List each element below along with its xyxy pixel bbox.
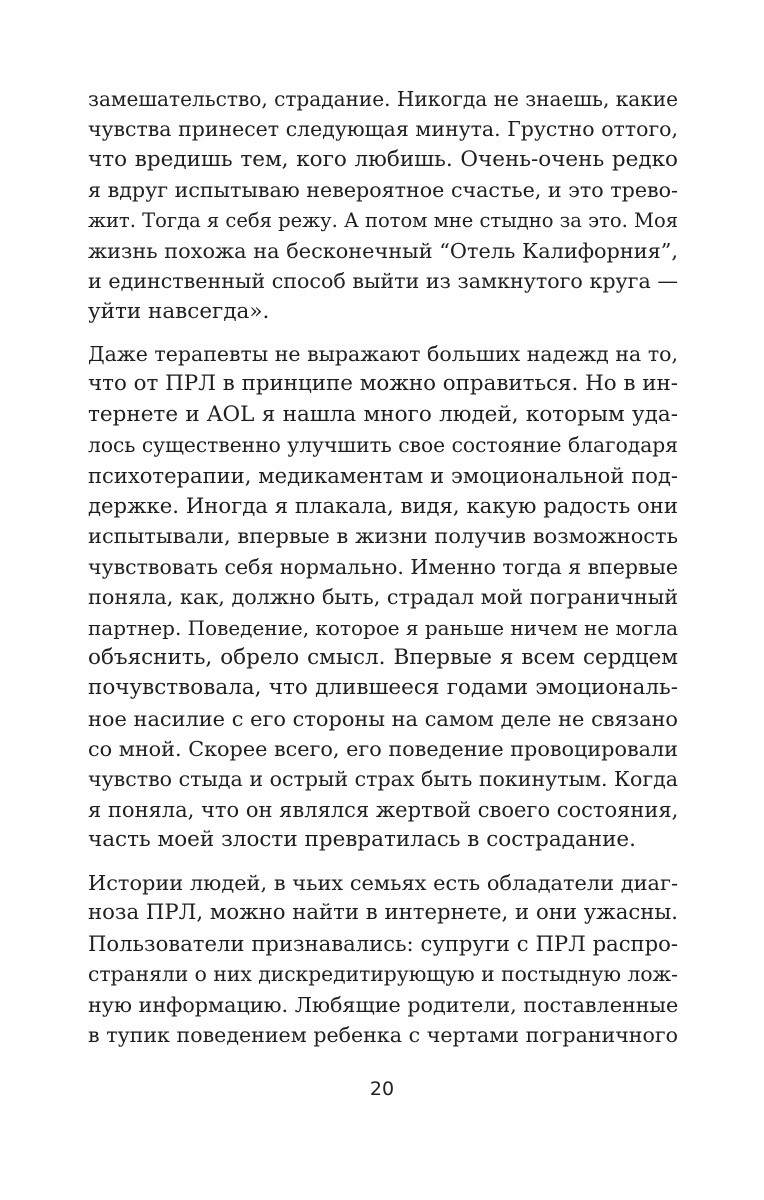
text-line: психотерапии, медикаментам и эмоциональной под-	[88, 462, 678, 488]
text-line: чувства принесет следующая минута. Грустно оттого,	[88, 117, 678, 142]
text-line: жизнь похожа на бесконечный “Отель Калифорния”,	[88, 238, 678, 263]
paragraph-1	[88, 84, 678, 327]
text-line: Даже терапевты не выражают больших надежд на то,	[88, 342, 678, 366]
text-line: Истории людей, в чьих семьях есть обладатели диаг-	[88, 871, 678, 895]
text-line: часть моей злости превратилась в сострадание.	[88, 827, 636, 853]
text-line: и единственный способ выйти из замкнутого круга —	[88, 269, 678, 294]
text-line: замешательство, страдание. Никогда не знаешь, какие	[88, 87, 678, 111]
paragraph-2	[88, 339, 678, 856]
text-line: поняла, как, должно быть, страдал мой пограничный	[88, 585, 679, 610]
text-line: тернете и AOL я нашла много людей, которым уда-	[88, 401, 678, 427]
text-line: лось существенно улучшить свое состояние благодаря	[88, 433, 678, 458]
text-line: чувствовать себя нормально. Именно тогда я впервые	[88, 554, 678, 579]
text-line: я вдруг испытываю невероятное счастье, и это трево-	[88, 178, 678, 203]
text-line: испытывали, впервые в жизни получив возможность	[88, 524, 678, 549]
paragraph-3	[88, 868, 678, 1050]
text-line: почувствовала, что длившееся годами эмоциональ-	[88, 675, 678, 701]
text-line: что от ПРЛ в принципе можно оправиться. Но в ин-	[88, 371, 678, 397]
text-line: объяснить, обрело смысл. Впервые я всем сердцем	[88, 644, 678, 670]
text-line: ную информацию. Любящие родители, поставленные	[88, 992, 679, 1017]
page-number: 20	[369, 1078, 395, 1100]
text-line: держке. Иногда я плакала, видя, какую радость они	[88, 492, 678, 518]
text-line: ноза ПРЛ, можно найти в интернете, и они ужасны.	[88, 900, 678, 926]
text-line: Пользователи признавались: супруги с ПРЛ распро-	[88, 930, 678, 956]
text-line: ное насилие с его стороны на самом деле не связано	[88, 706, 678, 731]
text-line: уйти навсегда».	[88, 298, 270, 324]
text-line: жит. Тогда я себя режу. А потом мне стыдно за это. Моя	[88, 208, 678, 232]
text-line: страняли о них дискредитирующую и постыдную лож-	[88, 962, 678, 987]
text-line: со мной. Скорее всего, его поведение провоцировали	[88, 737, 679, 762]
text-line: в тупик поведением ребенка с чертами пограничного	[88, 1022, 678, 1047]
text-line: что вредишь тем, кого любишь. Очень-очень редко	[88, 146, 678, 172]
text-line: я поняла, что он являлся жертвой своего состояния,	[88, 797, 679, 822]
text-line: партнер. Поведение, которое я раньше ничем не могла	[88, 615, 679, 640]
text-line: чувство стыда и острый страх быть покинутым. Когда	[88, 767, 678, 792]
